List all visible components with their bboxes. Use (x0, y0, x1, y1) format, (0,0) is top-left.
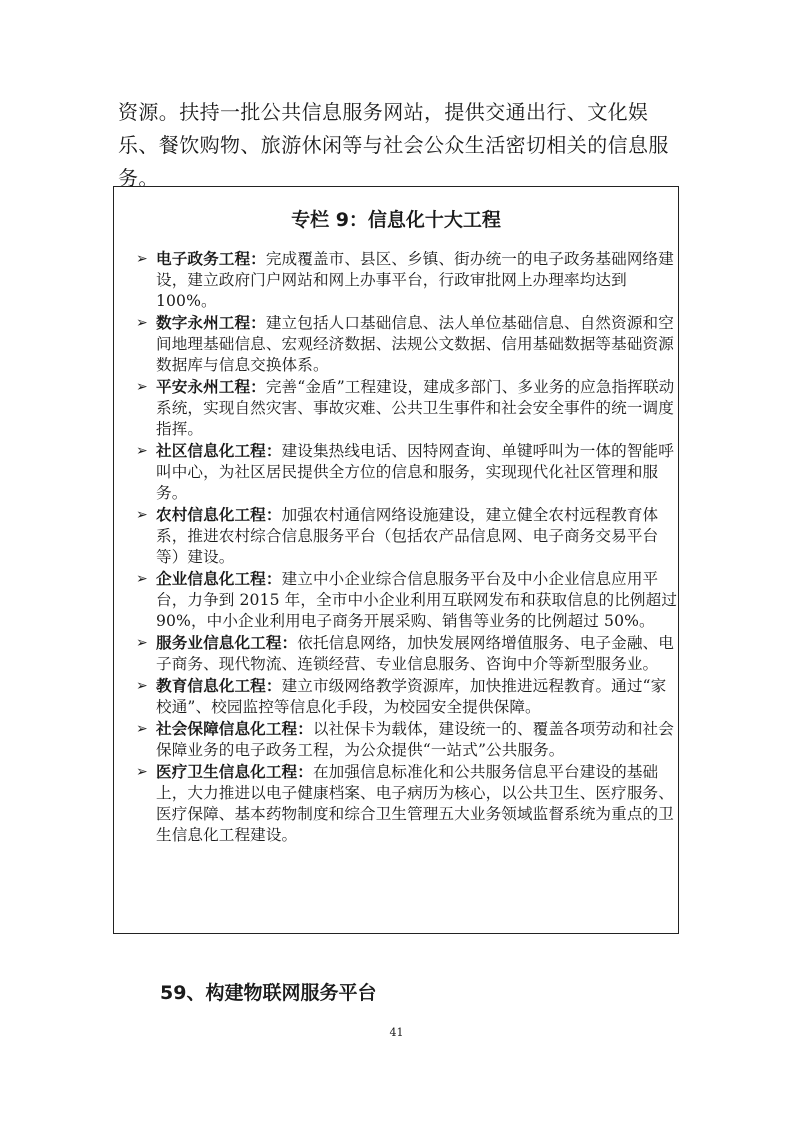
list-item (136, 719, 678, 761)
item-text: 以社保卡为载体，建设统一的、覆盖各项劳动和社会保障业务的电子政务工程，为公众提供“一站式”公共服务。 (156, 720, 674, 760)
list-item (136, 569, 678, 631)
arrow-bullet-icon: ➢ (136, 378, 148, 395)
arrow-bullet-icon: ➢ (136, 634, 148, 651)
arrow-bullet-icon: ➢ (136, 678, 148, 695)
list-item (136, 249, 678, 311)
arrow-bullet-icon: ➢ (136, 506, 148, 523)
item-heading: 社区信息化工程： (156, 441, 282, 460)
item-text: 建立市级网络教学资源库，加快推进远程教育。通过“家校通”、校园监控等信息化手段，为校园安全提供保障。 (156, 677, 667, 716)
list-item (136, 505, 678, 567)
item-heading: 服务业信息化工程： (156, 633, 298, 652)
arrow-bullet-icon: ➢ (136, 721, 148, 738)
arrow-bullet-icon: ➢ (136, 314, 148, 331)
arrow-bullet-icon: ➢ (136, 764, 148, 781)
special-column-box (113, 186, 679, 934)
item-text: 加强农村通信网络设施建设，建立健全农村远程教育体系，推进农村综合信息服务平台（包括农产品信息网、电子商务交易平台等）建设。 (156, 505, 659, 566)
item-text: 依托信息网络，加快发展网络增值服务、电子金融、电子商务、现代物流、连锁经营、专业信息服务、咨询中介等新型服务业。 (156, 633, 674, 673)
item-heading: 电子政务工程： (156, 250, 266, 268)
item-text: 建立包括人口基础信息、法人单位基础信息、自然资源和空间地理基础信息、宏观经济数据、法规公文数据、信用基础数据等基础资源数据库与信息交换体系。 (156, 313, 674, 374)
list-item (136, 441, 678, 503)
list-item (136, 377, 678, 439)
list-item (136, 633, 678, 675)
item-heading: 医疗卫生信息化工程： (156, 763, 313, 782)
item-heading: 企业信息化工程： (156, 569, 282, 588)
list-item (136, 676, 678, 718)
intro-paragraph: 资源。扶持一批公共信息服务网站，提供交通出行、文化娱乐、餐饮购物、旅游休闲等与社会公众生活密切相关的信息服务。 (118, 100, 669, 190)
arrow-bullet-icon: ➢ (136, 442, 148, 459)
item-text: 完成覆盖市、县区、乡镇、街办统一的电子政务基础网络建设，建立政府门户网站和网上办事平台，行政审批网上办理率均达到 100%。 (156, 250, 674, 310)
project-list (136, 249, 678, 847)
list-item (136, 313, 678, 375)
section-heading: 59、构建物联网服务平台 (160, 982, 377, 1004)
item-heading: 社会保障信息化工程： (156, 720, 313, 739)
item-text: 在加强信息标准化和公共服务信息平台建设的基础上，大力推进以电子健康档案、电子病历为核心，以公共卫生、医疗服务、医疗保障、基本药物制度和综合卫生管理五大业务领域监督系统为重点的卫生信息化工程建设。 (156, 763, 674, 844)
special-column-title: 专栏 9：信息化十大工程 (291, 209, 501, 231)
item-text: 完善“金盾”工程建设，建成多部门、多业务的应急指挥联动系统，实现自然灾害、事故灾难、公共卫生事件和社会安全事件的统一调度指挥。 (156, 377, 675, 438)
list-item (136, 762, 678, 845)
item-heading: 教育信息化工程： (156, 677, 282, 696)
item-text: 建设集热线电话、因特网查询、单键呼叫为一体的智能呼叫中心，为社区居民提供全方位的信息和服务，实现现代化社区管理和服务。 (156, 441, 674, 502)
item-heading: 平安永州工程： (156, 377, 266, 396)
arrow-bullet-icon: ➢ (136, 570, 148, 587)
item-heading: 数字永州工程： (156, 313, 266, 332)
page-number: 41 (389, 1026, 404, 1039)
item-text: 建立中小企业综合信息服务平台及中小企业信息应用平台，力争到 2015 年，全市中小企业利用互联网发布和获取信息的比例超过 90%，中小企业利用电子商务开展采购、销售等业务的比例超过 50%。 (156, 569, 678, 630)
item-heading: 农村信息化工程： (156, 505, 282, 524)
arrow-bullet-icon: ➢ (136, 251, 148, 267)
